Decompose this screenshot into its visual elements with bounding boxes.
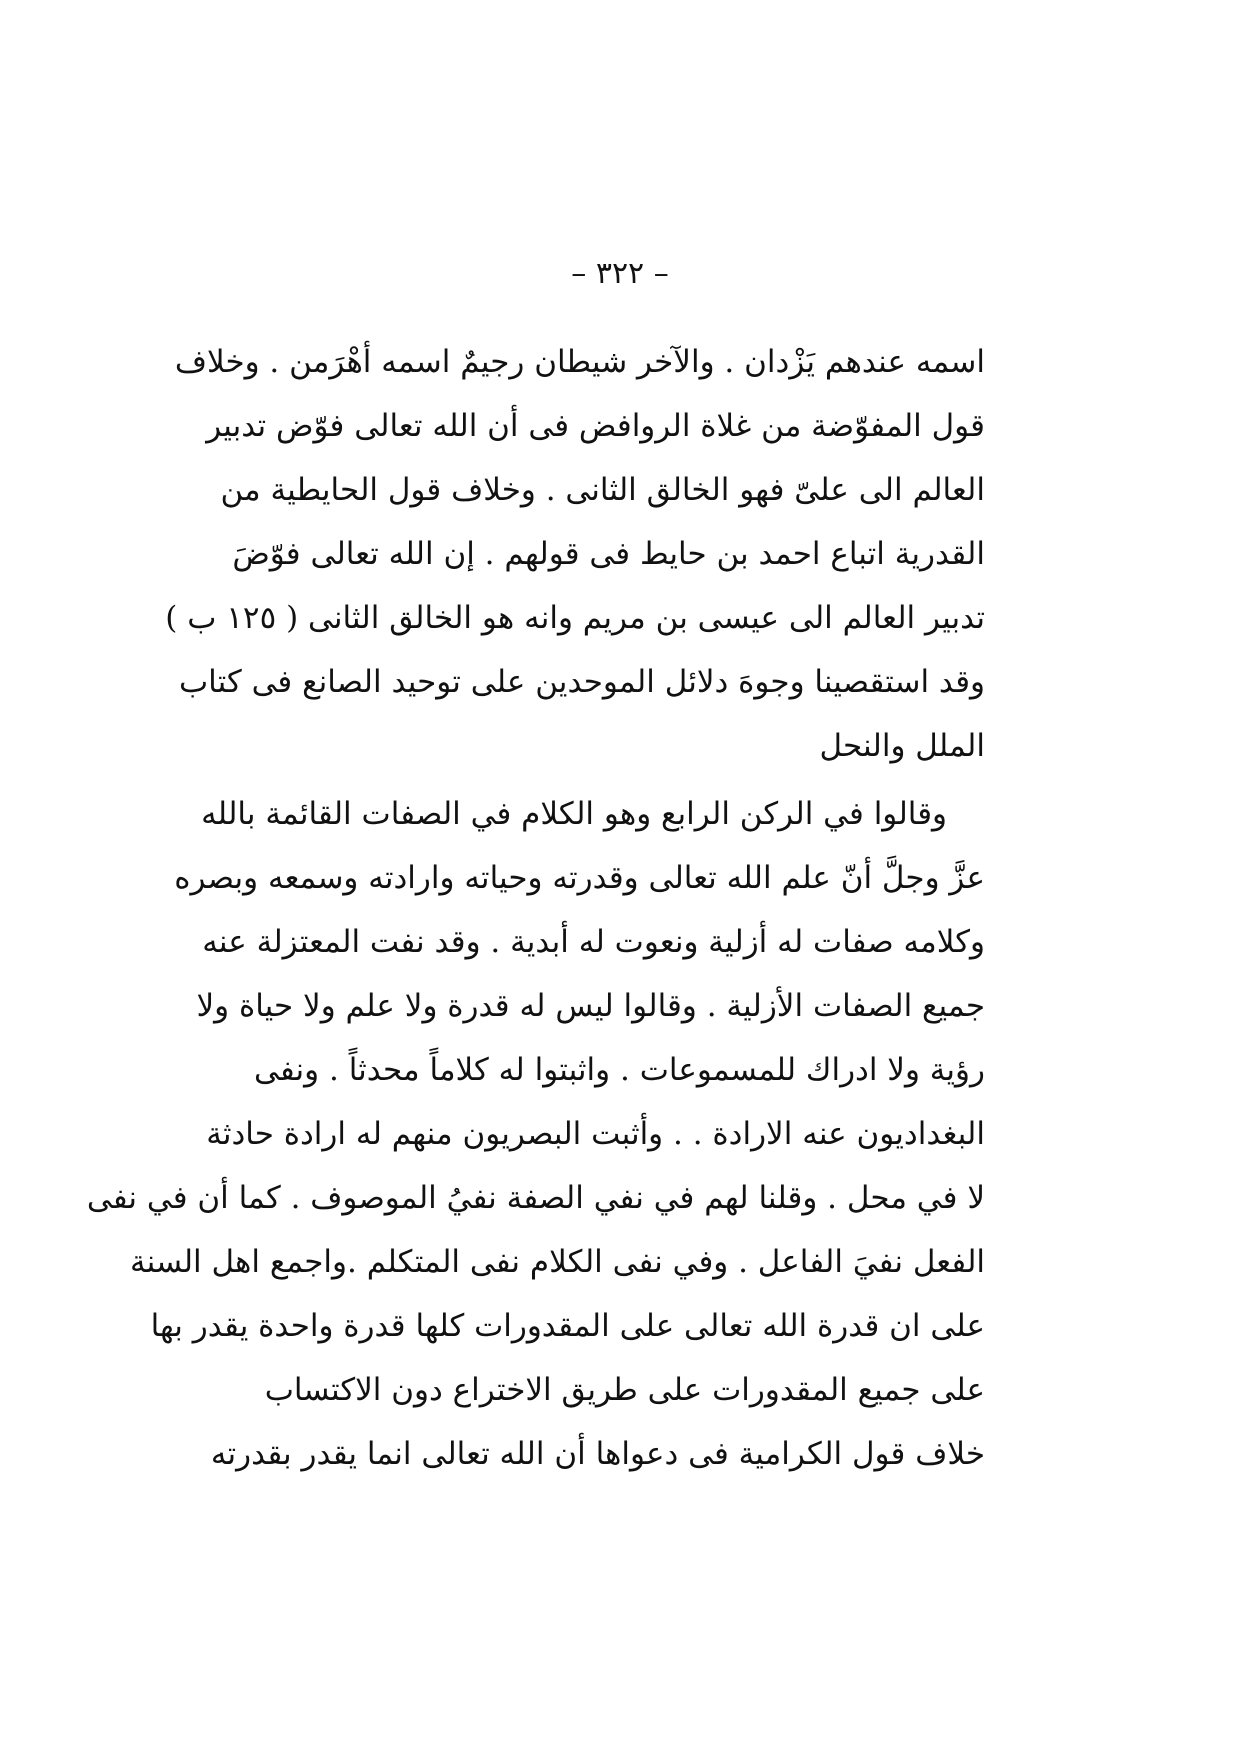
text-line: على ان قدرة الله تعالى على المقدورات كلها قدرة واحدة يقدر بها xyxy=(150,1308,985,1344)
text-line: وكلامه صفات له أزلية ونعوت له أبدية . وقد نفت المعتزلة عنه xyxy=(202,924,985,960)
page-number: – ٣٢٢ – xyxy=(571,256,669,291)
text-line: جميع الصفات الأزلية . وقالوا ليس له قدرة ولا علم ولا حياة ولا xyxy=(196,988,985,1024)
text-line: وقالوا في الركن الرابع وهو الكلام في الصفات القائمة بالله xyxy=(201,796,947,832)
text-line: عزَّ وجلَّ أنّ علم الله تعالى وقدرته وحياته وارادته وسمعه وبصره xyxy=(174,860,985,896)
paragraph-2 xyxy=(86,782,985,1486)
text-line: قول المفوّضة من غلاة الروافض فى أن الله تعالى فوّض تدبير xyxy=(206,408,985,444)
text-line: اسمه عندهم يَزْدان . والآخر شيطان رجيمٌ اسمه أهْرَمن . وخلاف xyxy=(174,344,985,380)
text-line: رؤية ولا ادراك للمسموعات . واثبتوا له كلاماً محدثاً . ونفى xyxy=(254,1052,985,1088)
paragraph-1 xyxy=(165,330,985,778)
text-line: وقد استقصينا وجوهَ دلائل الموحدين على توحيد الصانع فى كتاب xyxy=(179,664,985,700)
text-line: العالم الى علىّ فهو الخالق الثانى . وخلاف قول الحايطية من xyxy=(220,472,985,508)
text-line: القدرية اتباع احمد بن حايط فى قولهم . إن الله تعالى فوّضَ xyxy=(232,536,985,572)
text-line: على جميع المقدورات على طريق الاختراع دون الاكتساب xyxy=(264,1372,985,1408)
text-line: البغداديون عنه الارادة . . وأثبت البصريون منهم له ارادة حادثة xyxy=(206,1116,985,1152)
text-line: الملل والنحل xyxy=(819,728,985,764)
text-line: خلاف قول الكرامية فى دعواها أن الله تعالى انما يقدر بقدرته xyxy=(210,1436,985,1472)
text-line: لا في محل . وقلنا لهم في نفي الصفة نفيُ الموصوف . كما أن في نفى xyxy=(86,1180,985,1216)
text-line: تدبير العالم الى عيسى بن مريم وانه هو الخالق الثانى ( ١٢٥ ب ) xyxy=(165,600,985,636)
text-line: الفعل نفيَ الفاعل . وفي نفى الكلام نفى المتكلم .واجمع اهل السنة xyxy=(129,1244,985,1280)
